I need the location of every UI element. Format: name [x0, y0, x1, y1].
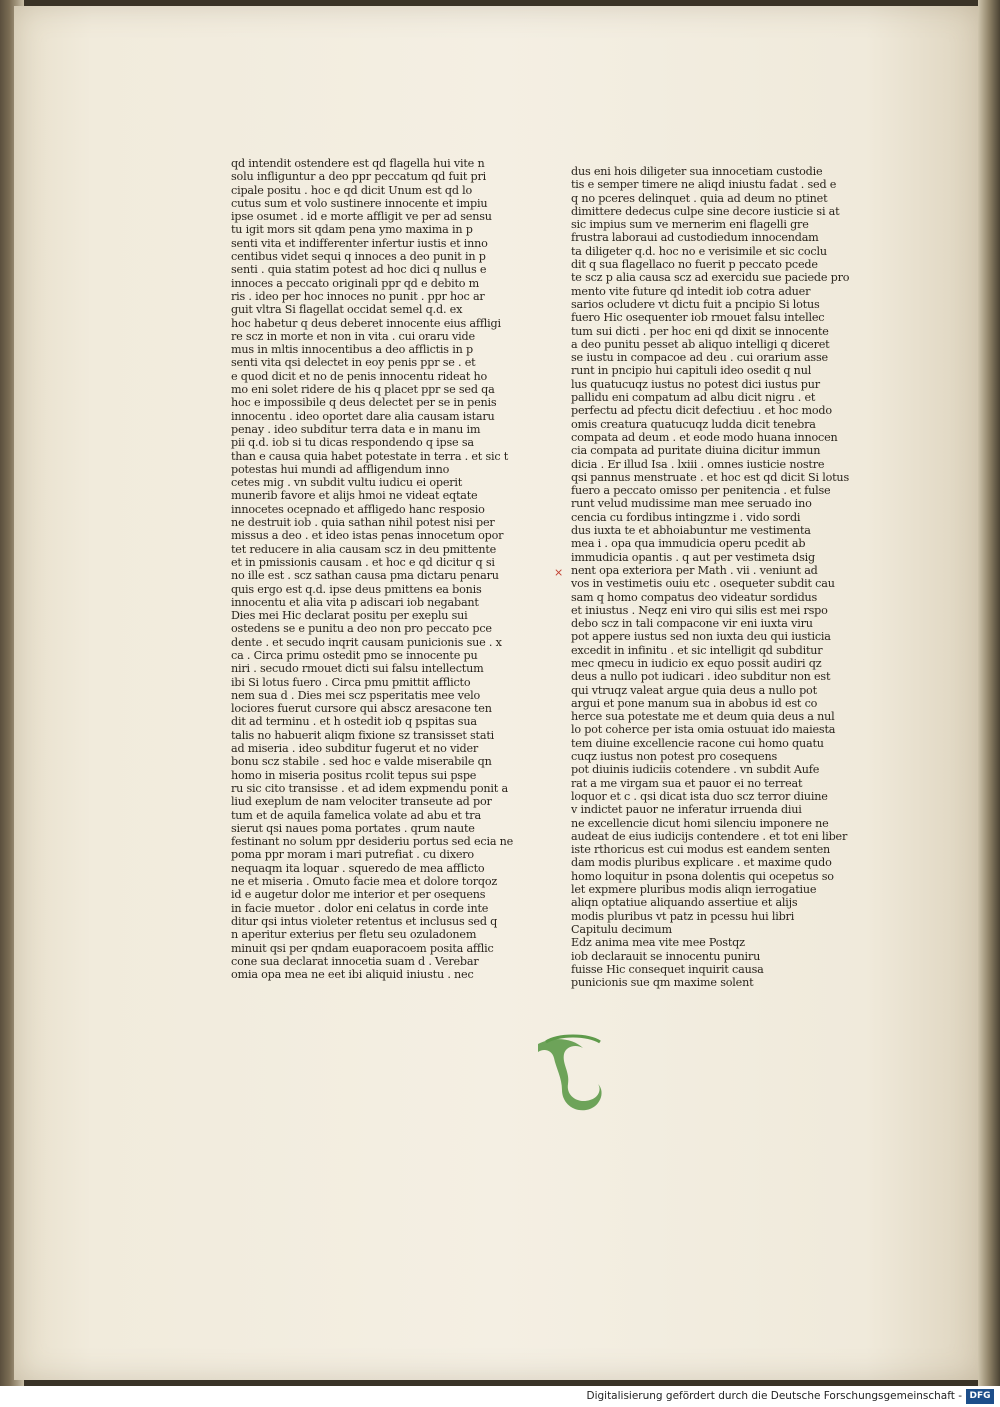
- text-line: ca . Circa primu ostedit pmo se innocente pu: [231, 648, 478, 662]
- text-line: tum sui dicti . per hoc eni qd dixit se innocente: [571, 324, 829, 338]
- text-line: tet reducere in alia causam scz in deu pmittente: [231, 542, 497, 556]
- footer-bar: [0, 1386, 1000, 1407]
- decorated-initial-icon: [528, 1034, 628, 1114]
- text-line: ru sic cito transisse . et ad idem expmendu ponit a: [231, 781, 508, 795]
- text-line: lociores fuerut cursore qui abscz aresacone ten: [231, 702, 492, 716]
- text-line: lo pot coherce per ista omia ostuuat ido maiesta: [571, 723, 836, 737]
- text-line: senti . quia statim potest ad hoc dici q nullus e: [231, 263, 487, 277]
- text-line: bonu scz stabile . sed hoc e valde miserabile qn: [231, 755, 492, 769]
- text-line: hoc e impossibile q deus delectet per se in penis: [231, 396, 497, 410]
- text-line: tem diuine excellencie racone cui homo quatu: [571, 736, 824, 750]
- text-line: dam modis pluribus explicare . et maxime qudo: [571, 856, 832, 870]
- text-line: qui vtruqz valeat argue quia deus a nullo pot: [571, 683, 817, 697]
- text-line: munerib favore et alijs hmoi ne videat eqtate: [231, 489, 478, 503]
- text-line: innocentu et alia vita p adiscari iob negabant: [231, 595, 479, 609]
- text-line: hoc habetur q deus deberet innocente eius affligi: [231, 316, 501, 330]
- text-line: argui et pone manum sua in abobus id est co: [571, 696, 818, 710]
- text-line: nequaqm ita loquar . squeredo de mea afflicto: [231, 861, 485, 875]
- text-line: quis ergo est q.d. ipse deus pmittens ea bonis: [231, 582, 482, 596]
- text-line: runt in pncipio hui capituli ideo osedit q nul: [571, 364, 812, 378]
- text-line: aliqn optatiue aliquando assertiue et alijs: [571, 896, 798, 910]
- text-line: compata ad deum . et eode modo huana innocen: [571, 430, 838, 444]
- text-line: dit ad terminu . et h ostedit iob q pspitas sua: [231, 715, 477, 729]
- text-line: dus iuxta te et abhoiabuntur me vestimenta: [571, 524, 811, 538]
- text-line: iob declarauit se innocentu puniru: [571, 949, 761, 963]
- text-line: et iniustus . Neqz eni viro qui silis est mei rspo: [571, 603, 828, 617]
- text-line: dit q sua flagellaco no fuerit p peccato pcede: [571, 258, 818, 272]
- text-line: ris . ideo per hoc innoces no punit . ppr hoc ar: [231, 289, 485, 303]
- text-line: nem sua d . Dies mei scz psperitatis mee velo: [231, 688, 481, 702]
- text-line: pot diuinis iudiciis cotendere . vn subdit Aufe: [571, 763, 820, 777]
- text-line: sarios ocludere vt dictu fuit a pncipio Si lotus: [571, 297, 820, 311]
- dfg-logo: DFG: [966, 1389, 994, 1404]
- text-line: id e augetur dolor me interior et per osequens: [231, 888, 486, 902]
- text-line: dente . et secudo inqrit causam punicionis sue . x: [231, 635, 502, 649]
- text-line: dimittere dedecus culpe sine decore iusticie si at: [571, 204, 840, 218]
- text-line: omia opa mea ne eet ibi aliquid iniustu . nec: [231, 968, 474, 982]
- funding-credit: Digitalisierung gefördert durch die Deutsche Forschungsgemeinschaft -: [586, 1390, 962, 1402]
- text-line: loquor et c . qsi dicat ista duo scz terror diuine: [571, 789, 828, 803]
- text-line: penay . ideo subditur terra data e in manu im: [231, 422, 481, 436]
- text-line: mus in mltis innocentibus a deo afflictis in p: [231, 343, 473, 357]
- text-line: qd intendit ostendere est qd flagella hui vite n: [231, 157, 485, 170]
- text-line: perfectu ad pfectu dicit defectiuu . et hoc modo: [571, 404, 832, 418]
- text-line: punicionis sue qm maxime solent: [571, 976, 754, 990]
- text-line: senti vita qsi delectet in eoy penis ppr se . et: [231, 356, 476, 370]
- text-line: debo scz in tali compacone vir eni iuxta viru: [571, 617, 813, 631]
- text-line: modis pluribus vt patz in pcessu hui libri: [571, 909, 795, 923]
- text-line: dus eni hois diligeter sua innocetiam custodie: [571, 165, 823, 178]
- text-line: ne et miseria . Omuto facie mea et dolore torqoz: [231, 875, 498, 889]
- text-line: vos in vestimetis ouiu etc . osequeter subdit cau: [571, 577, 835, 591]
- text-line: tum et de aquila famelica volate ad abu et tra: [231, 808, 481, 822]
- text-line: ta diligeter q.d. hoc no e verisimile et sic coclu: [571, 244, 827, 258]
- text-line: poma ppr moram i mari putrefiat . cu dixero: [231, 848, 474, 862]
- text-line: cipale positu . hoc e qd dicit Unum est qd lo: [231, 183, 473, 197]
- text-line: homo loquitur in psona dolentis qui ocepetus so: [571, 869, 834, 883]
- text-line: fuero Hic osequenter iob rmouet falsu intellec: [571, 311, 825, 325]
- text-line: talis no habuerit aliqm fixione sz transisset stati: [231, 728, 494, 742]
- text-line: immudicia opantis . q aut per vestimeta dsig: [571, 550, 815, 564]
- text-line: cuqz iustus non potest pro cosequens: [571, 750, 778, 764]
- text-line: mea i . opa qua immudicia operu pcedit ab: [571, 537, 806, 551]
- text-line: cia compata ad puritate diuina dicitur immun: [571, 444, 821, 458]
- text-line: fuero a peccato omisso per penitencia . et fulse: [571, 484, 831, 498]
- text-line: omis creatura quatucuqz ludda dicit tenebra: [571, 417, 816, 431]
- text-line: q no pceres delinquet . quia ad deum no ptinet: [571, 191, 828, 205]
- text-line: a deo punitu pesset ab aliquo intelligi q diceret: [571, 337, 830, 351]
- text-line: no ille est . scz sathan causa pma dictaru penaru: [231, 569, 499, 583]
- text-line: innocetes ocepnado et affligedo hanc resposio: [231, 502, 485, 516]
- text-line: qsi pannus menstruate . et hoc est qd dicit Si lotus: [571, 470, 849, 484]
- text-line: Capitulu decimum: [571, 922, 672, 936]
- text-line: Dies mei Hic declarat positu per exeplu sui: [231, 609, 468, 623]
- book-edge-right: [978, 0, 1000, 1386]
- text-line: se iustu in compacoe ad deu . cui orarium asse: [571, 351, 828, 365]
- text-line: mec qmecu in iudicio ex equo possit audiri qz: [571, 656, 822, 670]
- text-line: missus a deo . et ideo istas penas innocetum opor: [231, 529, 504, 543]
- text-line: mento vite future qd intedit iob cotra aduer: [571, 284, 811, 298]
- text-line: cetes mig . vn subdit vultu iudicu ei operit: [231, 476, 463, 490]
- text-line: than e causa quia habet potestate in terra . et sic t: [231, 449, 509, 463]
- text-line: cencia cu fordibus intingzme i . vido sordi: [571, 510, 801, 524]
- text-line: iste rthoricus est cui modus est eandem senten: [571, 843, 831, 857]
- text-line: pii q.d. iob si tu dicas respondendo q ipse sa: [231, 436, 474, 450]
- text-line: ne destruit iob . quia sathan nihil potest nisi per: [231, 516, 495, 530]
- text-line: e quod dicit et no de penis innocentu rideat ho: [231, 369, 488, 383]
- text-line: tis e semper timere ne aliqd iniustu fadat . sed e: [571, 178, 837, 192]
- text-column-left: [231, 157, 513, 1107]
- text-line: pot appere iustus sed non iuxta deu qui iusticia: [571, 630, 831, 644]
- text-line: audeat de eius iudicijs contendere . et tot eni liber: [571, 829, 848, 843]
- text-line: dicia . Er illud Isa . lxiii . omnes iusticie nostre: [571, 457, 825, 471]
- text-line: mo eni solet ridere de his q placet ppr se sed qa: [231, 383, 495, 397]
- text-line: minuit qsi per qndam euaporacoem posita afflic: [231, 941, 494, 955]
- text-line: et in pmissionis causam . et hoc e qd dicitur q si: [231, 555, 495, 569]
- text-line: ibi Si lotus fuero . Circa pmu pmittit afflicto: [231, 675, 471, 689]
- text-line: ne excellencie dicut homi silenciu imponere ne: [571, 816, 829, 830]
- text-line: senti vita et indifferenter infertur iustis et inno: [231, 236, 488, 250]
- text-line: potestas hui mundi ad affligendum inno: [231, 462, 450, 476]
- text-line: nent opa exteriora per Math . vii . veniunt ad: [571, 563, 818, 577]
- text-line: cutus sum et volo sustinere innocente et impiu: [231, 196, 488, 210]
- text-line: sam q homo compatus deo videatur sordidus: [571, 590, 818, 604]
- marginal-mark-icon: ×: [554, 566, 564, 579]
- text-line: ostedens se e punitu a deo non pro peccato pce: [231, 622, 492, 636]
- text-line: festinant no solum ppr desideriu portus sed ecia ne: [231, 835, 513, 849]
- text-line: te scz p alia causa scz ad exercidu sue paciede pro: [571, 271, 850, 285]
- text-column-right: [571, 165, 855, 1125]
- text-line: guit vltra Si flagellat occidat semel q.d. ex: [231, 303, 463, 317]
- text-line: solu infliguntur a deo ppr peccatum qd fuit pri: [231, 170, 486, 184]
- text-line: let expmere pluribus modis aliqn ierrogatiue: [571, 883, 817, 897]
- text-line: frustra laboraui ad custodiedum innocendam: [571, 231, 819, 245]
- text-line: ipse osumet . id e morte affligit ve per ad sensu: [231, 210, 492, 224]
- text-line: herce sua potestate me et deum quia deus a nul: [571, 710, 835, 724]
- text-line: lus quatucuqz iustus no potest dici iustus pur: [571, 377, 820, 391]
- text-line: Edz anima mea vite mee Postqz: [571, 936, 745, 950]
- text-line: innoces a peccato originali ppr qd e debito m: [231, 276, 480, 290]
- text-line: sic impius sum ve mernerim eni flagelli gre: [571, 218, 809, 232]
- text-line: re scz in morte et non in vita . cui oraru vide: [231, 329, 475, 343]
- text-line: v indictet pauor ne inferatur irruenda diui: [571, 803, 802, 817]
- text-line: tu igit mors sit qdam pena ymo maxima in p: [231, 223, 473, 237]
- text-line: liud exeplum de nam velociter transeute ad por: [231, 795, 492, 809]
- text-line: sierut qsi naues poma portates . qrum naute: [231, 821, 475, 835]
- text-line: excedit in infinitu . et sic intelligit qd subditur: [571, 643, 823, 657]
- text-line: ad miseria . ideo subditur fugerut et no vider: [231, 742, 479, 756]
- text-line: innocentu . ideo oportet dare alia causam istaru: [231, 409, 495, 423]
- text-line: deus a nullo pot iudicari . ideo subditur non est: [571, 670, 831, 684]
- text-line: cone sua declarat innocetia suam d . Verebar: [231, 954, 479, 968]
- text-line: runt velud mudissime man mee seruado ino: [571, 497, 812, 511]
- text-line: homo in miseria positus rcolit tepus sui pspe: [231, 768, 477, 782]
- text-line: niri . secudo rmouet dicti sui falsu intellectum: [231, 662, 484, 676]
- text-line: n aperitur exterius per fletu seu ozuladonem: [231, 928, 477, 942]
- text-line: rat a me virgam sua et pauor ei no terreat: [571, 776, 803, 790]
- text-line: pallidu eni compatum ad albu dicit nigru . et: [571, 391, 816, 405]
- text-line: ditur qsi intus violeter retentus et inclusus sed q: [231, 914, 498, 928]
- text-line: in facie muetor . dolor eni celatus in corde inte: [231, 901, 489, 915]
- text-line: fuisse Hic consequet inquirit causa: [571, 962, 764, 976]
- text-line: centibus videt sequi q innoces a deo punit in p: [231, 250, 486, 264]
